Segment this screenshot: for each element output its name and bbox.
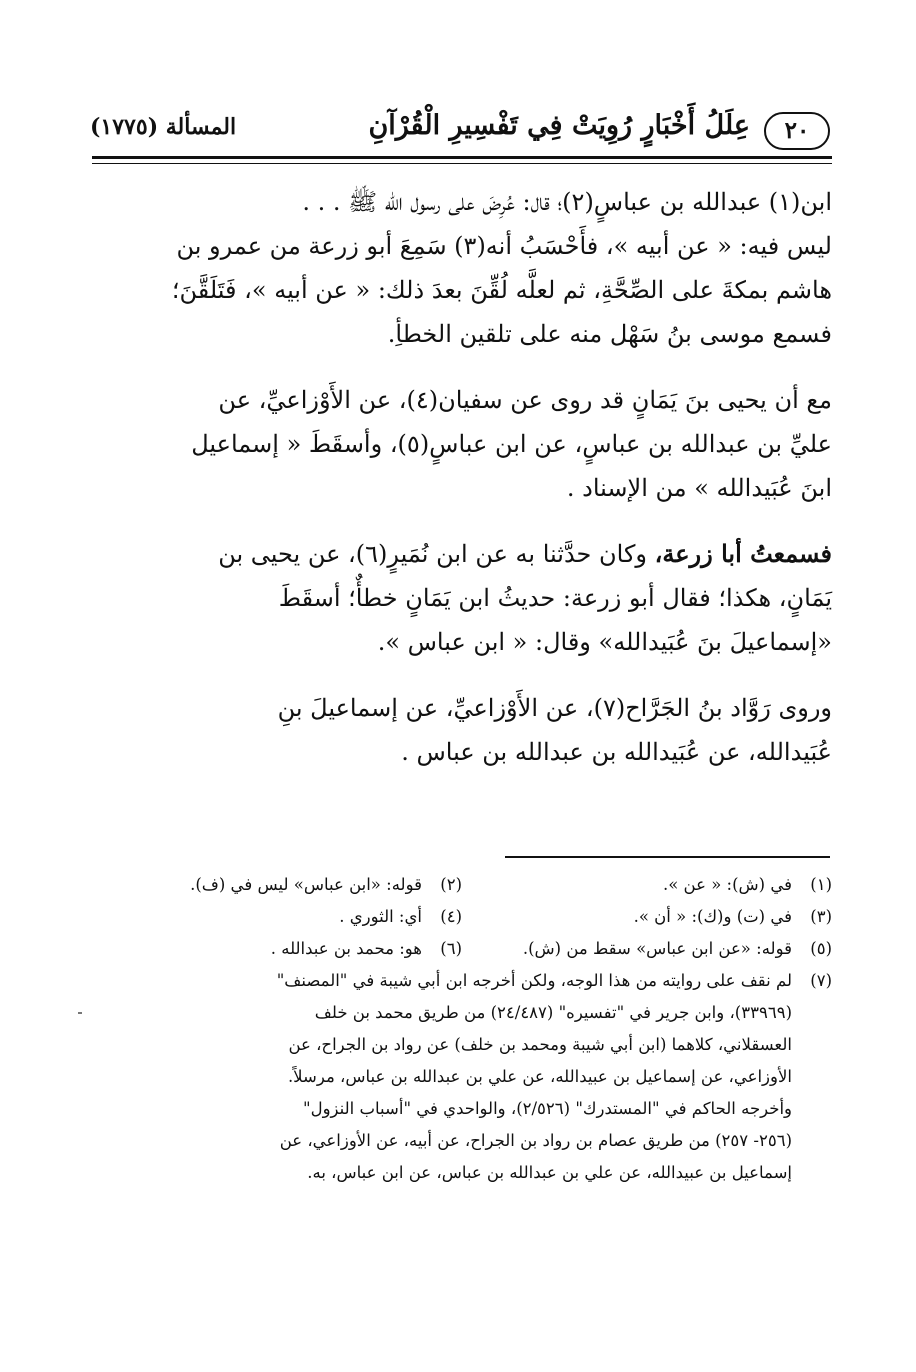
footnote-number: (٧) — [810, 971, 832, 990]
footnote-6 — [92, 934, 462, 966]
footnote-line: الأوزاعي، عن إسماعيل بن عبيدالله، عن علي بن عبدالله بن عباس، مرسلاً. — [287, 1067, 792, 1086]
page-number-badge: ٢٠ — [764, 112, 830, 150]
footnote-text: قوله: «عن ابن عباس» سقط من (ش). — [522, 939, 792, 958]
text-line: ليس فيه: « عن أبيه »، فأَحْسَبُ أنه(٣) سَمِعَ أبو زرعة من عمرو بن — [176, 232, 832, 260]
footnote-number: (١) — [810, 875, 832, 894]
header-rule-thin — [92, 163, 832, 164]
footnote-number: (٥) — [810, 939, 832, 958]
text-line: مع أن يحيى بنَ يَمَانٍ قد روى عن سفيان(٤)، عن الأَوْزاعيِّ، عن — [218, 386, 832, 414]
header-rule-thick — [92, 156, 832, 159]
text-span: وكان حدَّثنا به عن ابن نُمَيرٍ(٦)، عن يحيى بن — [218, 540, 655, 568]
paragraph-1 — [92, 180, 832, 356]
text-line: هاشم بمكةَ على الصِّحَّةِ، ثم لعلَّه لُقِّنَ بعدَ ذلك: « عن أبيه »، فَتَلَقَّنَ؛ — [171, 276, 832, 304]
footnote-number: (٢) — [440, 875, 462, 894]
footnote-text: هو: محمد بن عبدالله . — [270, 939, 422, 958]
text-line: عُبَيدالله، عن عُبَيدالله بن عبدالله بن عباس . — [401, 738, 832, 766]
footnote-number: (٣) — [810, 907, 832, 926]
text-line: «إسماعيلَ بنَ عُبَيدالله» وقال: « ابن عباس ». — [377, 628, 832, 656]
footnote-text: قوله: «ابن عباس» ليس في (ف). — [190, 875, 422, 894]
scan-mark — [78, 1012, 82, 1014]
text-line: ابن(١) عبدالله بن عباسٍ(٢)؛ قال: عُرِضَ على رسول الله ﷺ . . . — [302, 188, 832, 216]
paragraph-4 — [92, 686, 832, 774]
footnote-text: أي: الثوري . — [339, 907, 422, 926]
bold-lead-text: فسمعتُ أبا زرعة، — [654, 539, 832, 568]
footnote-5 — [462, 934, 832, 966]
footnote-text: في (ت) و(ك): « أن ». — [633, 907, 792, 926]
footnote-line: وأخرجه الحاكم في "المستدرك" (٢/٥٢٦)، والواحدي في "أسباب النزول" — [303, 1099, 792, 1118]
footnote-row — [92, 902, 832, 934]
issue-label: المسألة (١٧٧٥) — [90, 114, 237, 140]
text-line: عليِّ بن عبدالله بن عباسٍ، عن ابن عباسٍ(٥)، وأسقَطَ « إسماعيل — [191, 430, 832, 458]
footnote-text: في (ش): « عن ». — [662, 875, 792, 894]
footnote-7-body — [92, 966, 792, 1190]
text-line: وروى رَوَّاد بنُ الجَرَّاح(٧)، عن الأَوْزاعيِّ، عن إسماعيلَ بنِ — [277, 694, 832, 722]
footnote-7 — [92, 966, 832, 1190]
footnote-line: (٣٣٩٦٩)، وابن جرير في "تفسيره" (٢٤/٤٨٧) من طريق محمد بن خلف — [314, 1003, 792, 1022]
footnote-number: (٤) — [440, 907, 462, 926]
footnote-4 — [92, 902, 462, 934]
text-line — [92, 532, 832, 576]
footnote-3 — [462, 902, 832, 934]
text-line: ابنَ عُبَيدالله » من الإسناد . — [566, 474, 832, 502]
footnote-separator — [505, 856, 830, 858]
footnote-2 — [92, 870, 462, 902]
footnote-row — [92, 934, 832, 966]
footnote-row — [92, 870, 832, 902]
footnote-line: العسقلاني، كلاهما (ابن أبي شيبة ومحمد بن خلف) عن رواد بن الجراح، عن — [288, 1035, 792, 1054]
footnotes — [92, 870, 832, 1190]
text-line: فسمع موسى بنُ سَهْل منه على تلقين الخطأِ. — [387, 320, 832, 348]
footnote-1 — [462, 870, 832, 902]
text-line: يَمَانٍ، هكذا؛ فقال أبو زرعة: حديثُ ابن يَمَانٍ خطأٌ؛ أسقَطَ — [278, 584, 832, 612]
footnote-line: (٢٥٦- ٢٥٧) من طريق عصام بن رواد بن الجراح، عن أبيه، عن الأوزاعي، عن — [279, 1131, 792, 1150]
page-header — [90, 108, 830, 156]
paragraph-3 — [92, 532, 832, 664]
footnote-number: (٦) — [440, 939, 462, 958]
main-text — [92, 180, 832, 774]
footnote-line: لم نقف على روايته من هذا الوجه، ولكن أخرجه ابن أبي شيبة في "المصنف" — [276, 971, 792, 990]
footnote-line: إسماعيل بن عبيدالله، عن علي بن عبدالله بن عباس، عن ابن عباس، به. — [307, 1163, 792, 1182]
book-title: عِلَلُ أَخْبَارٍ رُوِيَتْ فِي تَفْسِيرِ الْقُرْآنِ — [368, 110, 750, 141]
paragraph-2 — [92, 378, 832, 510]
